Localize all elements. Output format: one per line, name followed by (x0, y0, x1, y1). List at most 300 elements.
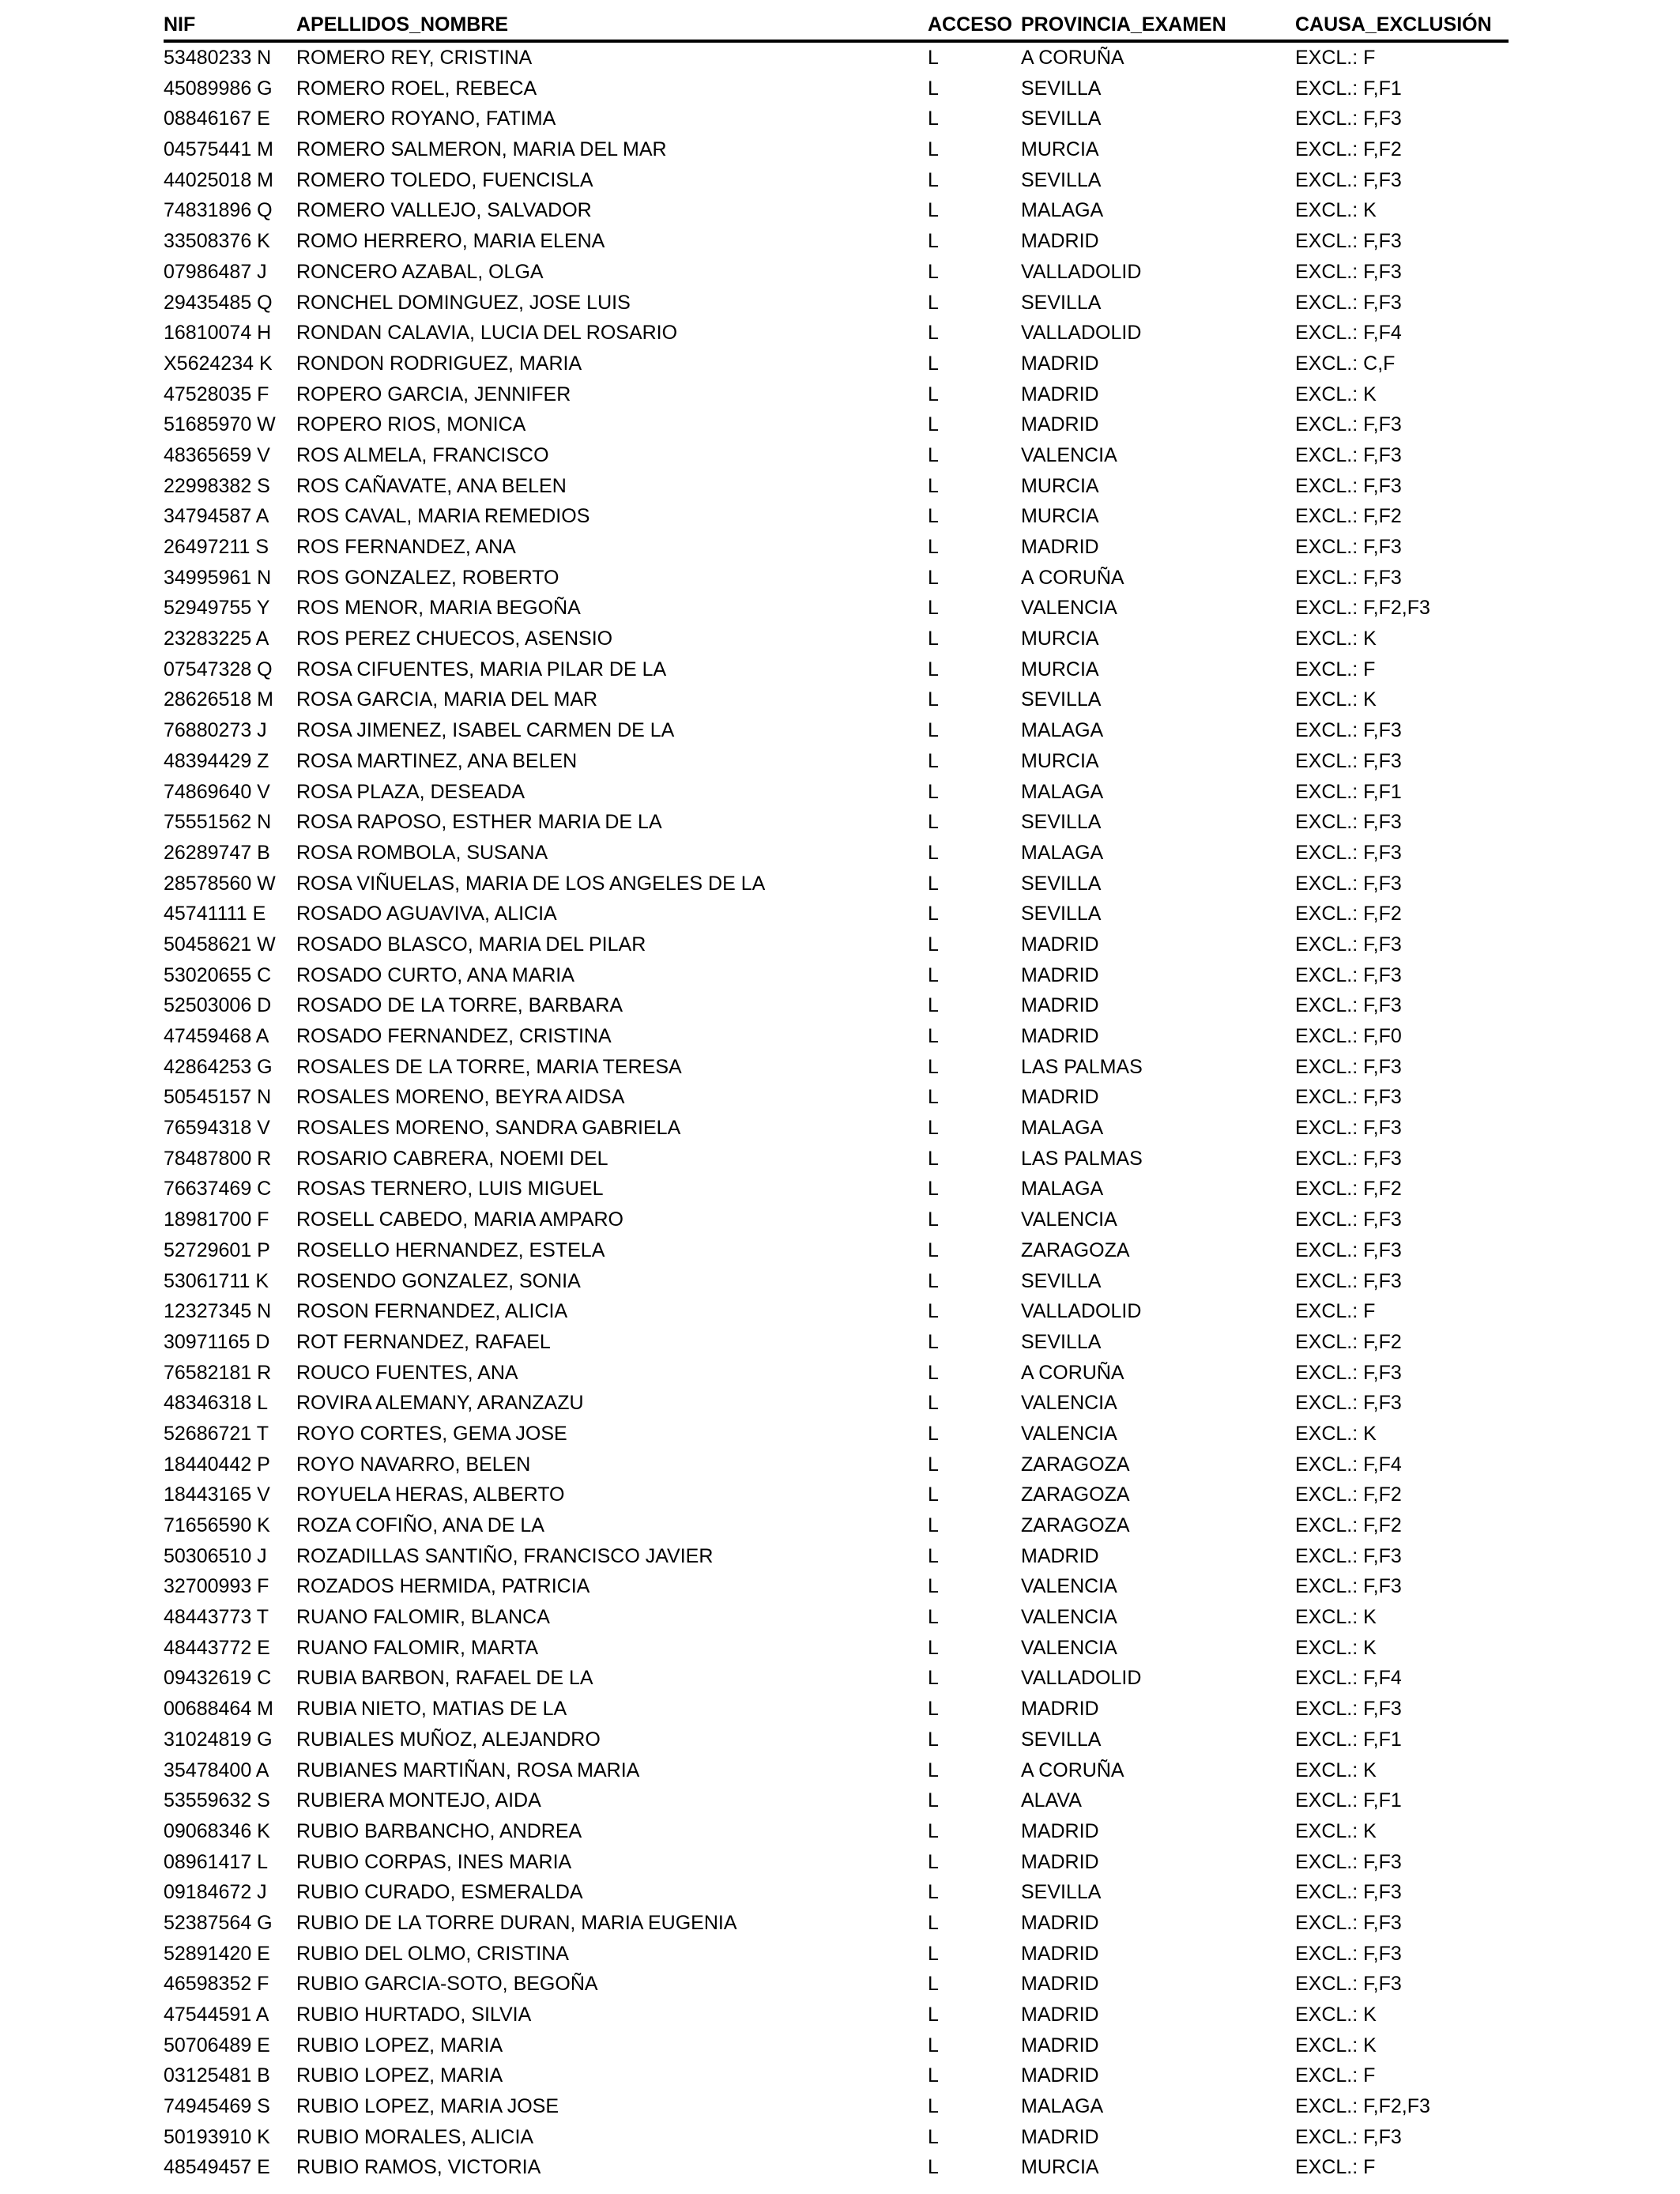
cell-causa-exclusion: EXCL.: F,F3 (1295, 933, 1402, 956)
cell-apellidos-nombre: ROSARIO CABRERA, NOEMI DEL (296, 1147, 608, 1170)
cell-causa-exclusion: EXCL.: F,F3 (1295, 841, 1402, 864)
cell-nif: 48394429 Z (164, 749, 269, 772)
cell-acceso: L (928, 963, 939, 986)
cell-provincia-examen: MALAGA (1021, 780, 1104, 803)
table-row (164, 838, 1509, 869)
cell-provincia-examen: MADRID (1021, 963, 1099, 986)
cell-apellidos-nombre: RUBIANES MARTIÑAN, ROSA MARIA (296, 1759, 640, 1781)
cell-acceso: L (928, 933, 939, 956)
cell-causa-exclusion: EXCL.: F,F3 (1295, 1208, 1402, 1231)
cell-provincia-examen: ZARAGOZA (1021, 1453, 1130, 1476)
cell-provincia-examen: MALAGA (1021, 841, 1104, 864)
cell-provincia-examen: SEVILLA (1021, 1269, 1102, 1292)
table-row (164, 195, 1509, 226)
cell-nif: 50306510 J (164, 1544, 267, 1567)
table-row (164, 1602, 1509, 1633)
cell-causa-exclusion: EXCL.: K (1295, 1819, 1377, 1842)
cell-acceso: L (928, 1667, 939, 1690)
cell-apellidos-nombre: ROS GONZALEZ, ROBERTO (296, 566, 559, 589)
cell-acceso: L (928, 1178, 939, 1201)
cell-nif: 23283225 A (164, 628, 269, 650)
cell-nif: 09184672 J (164, 1881, 267, 1904)
cell-apellidos-nombre: ROSELLO HERNANDEZ, ESTELA (296, 1238, 605, 1261)
table-row (164, 899, 1509, 929)
cell-nif: 51685970 W (164, 413, 276, 436)
cell-apellidos-nombre: ROSADO FERNANDEZ, CRISTINA (296, 1025, 612, 1047)
cell-apellidos-nombre: ROSA JIMENEZ, ISABEL CARMEN DE LA (296, 719, 675, 742)
cell-apellidos-nombre: RUBIO RAMOS, VICTORIA (296, 2156, 541, 2179)
cell-acceso: L (928, 77, 939, 100)
cell-nif: 30971165 D (164, 1330, 270, 1353)
cell-causa-exclusion: EXCL.: F,F3 (1295, 1238, 1402, 1261)
cell-acceso: L (928, 199, 939, 222)
cell-acceso: L (928, 2156, 939, 2179)
cell-causa-exclusion: EXCL.: F,F2 (1295, 1514, 1402, 1536)
cell-provincia-examen: VALENCIA (1021, 1606, 1117, 1629)
cell-apellidos-nombre: ROSADO CURTO, ANA MARIA (296, 963, 574, 986)
header-causa-exclusion: CAUSA_EXCLUSIÓN (1295, 13, 1492, 36)
cell-causa-exclusion: EXCL.: F,F3 (1295, 1392, 1402, 1415)
cell-apellidos-nombre: ROMERO SALMERON, MARIA DEL MAR (296, 138, 667, 161)
table-row (164, 288, 1509, 319)
cell-causa-exclusion: EXCL.: K (1295, 1759, 1377, 1781)
cell-apellidos-nombre: RUBIA BARBON, RAFAEL DE LA (296, 1667, 593, 1690)
cell-apellidos-nombre: ROSA CIFUENTES, MARIA PILAR DE LA (296, 658, 667, 680)
cell-causa-exclusion: EXCL.: F,F2 (1295, 1330, 1402, 1353)
cell-nif: 52729601 P (164, 1238, 270, 1261)
cell-acceso: L (928, 1636, 939, 1659)
cell-provincia-examen: VALENCIA (1021, 1208, 1117, 1231)
cell-acceso: L (928, 719, 939, 742)
cell-provincia-examen: VALLADOLID (1021, 322, 1142, 345)
cell-causa-exclusion: EXCL.: F,F3 (1295, 719, 1402, 742)
cell-apellidos-nombre: ROSA RAPOSO, ESTHER MARIA DE LA (296, 811, 662, 834)
table-row (164, 563, 1509, 594)
cell-apellidos-nombre: RONDON RODRIGUEZ, MARIA (296, 352, 582, 375)
cell-acceso: L (928, 1453, 939, 1476)
cell-provincia-examen: VALENCIA (1021, 443, 1117, 466)
cell-nif: 09068346 K (164, 1819, 270, 1842)
cell-acceso: L (928, 1514, 939, 1536)
cell-apellidos-nombre: ROSA GARCIA, MARIA DEL MAR (296, 688, 598, 711)
cell-acceso: L (928, 688, 939, 711)
cell-provincia-examen: SEVILLA (1021, 168, 1102, 191)
cell-nif: 47459468 A (164, 1025, 269, 1047)
cell-acceso: L (928, 107, 939, 130)
cell-nif: 78487800 R (164, 1147, 272, 1170)
cell-causa-exclusion: EXCL.: F,F1 (1295, 1728, 1402, 1751)
cell-nif: 34794587 A (164, 505, 269, 528)
cell-nif: 08846167 E (164, 107, 270, 130)
header-acceso: ACCESO (928, 13, 1012, 36)
cell-causa-exclusion: EXCL.: F,F3 (1295, 2125, 1402, 2148)
header-apellidos-nombre: APELLIDOS_NOMBRE (296, 13, 509, 36)
cell-apellidos-nombre: RUBIALES MUÑOZ, ALEJANDRO (296, 1728, 601, 1751)
cell-causa-exclusion: EXCL.: F,F3 (1295, 230, 1402, 253)
table-row (164, 1144, 1509, 1174)
table-row (164, 1755, 1509, 1786)
table-row (164, 2091, 1509, 2122)
cell-causa-exclusion: EXCL.: F (1295, 2064, 1376, 2087)
table-row (164, 1204, 1509, 1235)
table-row (164, 257, 1509, 288)
cell-apellidos-nombre: ROYUELA HERAS, ALBERTO (296, 1483, 565, 1506)
cell-provincia-examen: VALENCIA (1021, 1422, 1117, 1445)
cell-nif: 08961417 L (164, 1850, 269, 1873)
cell-acceso: L (928, 505, 939, 528)
cell-apellidos-nombre: RUBIA NIETO, MATIAS DE LA (296, 1698, 567, 1721)
cell-nif: 52387564 G (164, 1911, 273, 1934)
table-row (164, 1663, 1509, 1694)
cell-acceso: L (928, 1422, 939, 1445)
table-body (164, 43, 1509, 2183)
cell-causa-exclusion: EXCL.: F,F2,F3 (1295, 597, 1430, 620)
table-row (164, 1174, 1509, 1204)
cell-apellidos-nombre: ROSON FERNANDEZ, ALICIA (296, 1300, 568, 1323)
cell-nif: 45089986 G (164, 77, 273, 100)
table-row (164, 409, 1509, 440)
cell-provincia-examen: MURCIA (1021, 474, 1099, 497)
cell-acceso: L (928, 230, 939, 253)
cell-apellidos-nombre: ROSA VIÑUELAS, MARIA DE LOS ANGELES DE LA (296, 872, 766, 895)
cell-acceso: L (928, 1086, 939, 1109)
cell-acceso: L (928, 1850, 939, 1873)
table-row (164, 1725, 1509, 1755)
cell-causa-exclusion: EXCL.: K (1295, 383, 1377, 405)
cell-apellidos-nombre: ROMERO ROYANO, FATIMA (296, 107, 556, 130)
cell-apellidos-nombre: ROZADILLAS SANTIÑO, FRANCISCO JAVIER (296, 1544, 714, 1567)
cell-causa-exclusion: EXCL.: F (1295, 47, 1376, 69)
cell-acceso: L (928, 1392, 939, 1415)
cell-acceso: L (928, 780, 939, 803)
table-row (164, 654, 1509, 685)
cell-causa-exclusion: EXCL.: F,F3 (1295, 994, 1402, 1017)
table-row (164, 1785, 1509, 1816)
cell-apellidos-nombre: ROMERO REY, CRISTINA (296, 47, 533, 69)
cell-acceso: L (928, 566, 939, 589)
cell-nif: 52891420 E (164, 1942, 270, 1965)
cell-causa-exclusion: EXCL.: F,F3 (1295, 474, 1402, 497)
cell-acceso: L (928, 168, 939, 191)
cell-provincia-examen: MALAGA (1021, 1178, 1104, 1201)
cell-acceso: L (928, 260, 939, 283)
cell-acceso: L (928, 1025, 939, 1047)
cell-apellidos-nombre: RUBIO MORALES, ALICIA (296, 2125, 534, 2148)
cell-nif: 53020655 C (164, 963, 272, 986)
table-row (164, 807, 1509, 838)
cell-nif: 50545157 N (164, 1086, 272, 1109)
cell-apellidos-nombre: RUBIO LOPEZ, MARIA (296, 2064, 503, 2087)
cell-nif: 28626518 M (164, 688, 274, 711)
cell-apellidos-nombre: ROS CAÑAVATE, ANA BELEN (296, 474, 567, 497)
cell-acceso: L (928, 872, 939, 895)
cell-causa-exclusion: EXCL.: F,F4 (1295, 1453, 1402, 1476)
table-row (164, 2030, 1509, 2061)
cell-apellidos-nombre: ROUCO FUENTES, ANA (296, 1361, 518, 1384)
cell-apellidos-nombre: ROT FERNANDEZ, RAFAEL (296, 1330, 551, 1353)
cell-provincia-examen: MALAGA (1021, 719, 1104, 742)
cell-acceso: L (928, 1269, 939, 1292)
cell-acceso: L (928, 1544, 939, 1567)
table-row (164, 1082, 1509, 1113)
cell-apellidos-nombre: ROMO HERRERO, MARIA ELENA (296, 230, 605, 253)
cell-causa-exclusion: EXCL.: F,F2 (1295, 903, 1402, 925)
table-row (164, 2152, 1509, 2183)
cell-causa-exclusion: EXCL.: F,F3 (1295, 872, 1402, 895)
cell-acceso: L (928, 536, 939, 558)
cell-apellidos-nombre: RONCHEL DOMINGUEZ, JOSE LUIS (296, 291, 631, 314)
cell-causa-exclusion: EXCL.: F,F2,F3 (1295, 2095, 1430, 2118)
cell-acceso: L (928, 1208, 939, 1231)
table-row (164, 1113, 1509, 1144)
cell-acceso: L (928, 1698, 939, 1721)
table-row (164, 1021, 1509, 1052)
header-provincia-examen: PROVINCIA_EXAMEN (1021, 13, 1226, 36)
table-row (164, 1847, 1509, 1878)
cell-acceso: L (928, 628, 939, 650)
table-row (164, 1052, 1509, 1083)
cell-causa-exclusion: EXCL.: F,F3 (1295, 291, 1402, 314)
cell-provincia-examen: ALAVA (1021, 1789, 1082, 1812)
cell-acceso: L (928, 1300, 939, 1323)
cell-provincia-examen: MADRID (1021, 2064, 1099, 2087)
table-row (164, 1266, 1509, 1297)
cell-causa-exclusion: EXCL.: F,F3 (1295, 1698, 1402, 1721)
cell-nif: 18981700 F (164, 1208, 269, 1231)
cell-nif: 07986487 J (164, 260, 267, 283)
cell-causa-exclusion: EXCL.: F (1295, 2156, 1376, 2179)
cell-provincia-examen: MALAGA (1021, 1117, 1104, 1140)
cell-apellidos-nombre: ROS PEREZ CHUECOS, ASENSIO (296, 628, 613, 650)
cell-provincia-examen: VALENCIA (1021, 597, 1117, 620)
cell-causa-exclusion: EXCL.: K (1295, 688, 1377, 711)
cell-apellidos-nombre: ROS FERNANDEZ, ANA (296, 536, 516, 558)
cell-provincia-examen: MURCIA (1021, 505, 1099, 528)
cell-nif: 48443772 E (164, 1636, 270, 1659)
cell-causa-exclusion: EXCL.: F (1295, 658, 1376, 680)
cell-nif: 26289747 B (164, 841, 270, 864)
table-row (164, 1969, 1509, 2000)
cell-causa-exclusion: EXCL.: F,F3 (1295, 749, 1402, 772)
cell-acceso: L (928, 1575, 939, 1598)
cell-acceso: L (928, 413, 939, 436)
table-row (164, 318, 1509, 349)
table-row (164, 1235, 1509, 1266)
table-header (164, 8, 1509, 41)
cell-apellidos-nombre: ROSALES DE LA TORRE, MARIA TERESA (296, 1055, 682, 1078)
cell-nif: 75551562 N (164, 811, 272, 834)
cell-provincia-examen: MADRID (1021, 1942, 1099, 1965)
cell-causa-exclusion: EXCL.: F,F1 (1295, 77, 1402, 100)
cell-provincia-examen: SEVILLA (1021, 1728, 1102, 1751)
cell-nif: 53061711 K (164, 1269, 269, 1292)
cell-provincia-examen: MADRID (1021, 2125, 1099, 2148)
cell-causa-exclusion: EXCL.: K (1295, 2034, 1377, 2056)
cell-provincia-examen: MURCIA (1021, 628, 1099, 650)
cell-provincia-examen: MURCIA (1021, 749, 1099, 772)
cell-causa-exclusion: EXCL.: F,F3 (1295, 1544, 1402, 1567)
cell-nif: 34995961 N (164, 566, 272, 589)
cell-nif: 46598352 F (164, 1973, 269, 1996)
cell-provincia-examen: SEVILLA (1021, 1330, 1102, 1353)
cell-provincia-examen: MADRID (1021, 1850, 1099, 1873)
cell-apellidos-nombre: ROYO CORTES, GEMA JOSE (296, 1422, 567, 1445)
cell-provincia-examen: VALLADOLID (1021, 1300, 1142, 1323)
table-row (164, 1449, 1509, 1480)
cell-provincia-examen: MADRID (1021, 1911, 1099, 1934)
cell-provincia-examen: SEVILLA (1021, 688, 1102, 711)
cell-nif: 71656590 K (164, 1514, 270, 1536)
cell-acceso: L (928, 1728, 939, 1751)
cell-causa-exclusion: EXCL.: F,F2 (1295, 138, 1402, 161)
cell-nif: 29435485 Q (164, 291, 273, 314)
cell-acceso: L (928, 1911, 939, 1934)
table-row (164, 593, 1509, 624)
table-row (164, 1419, 1509, 1449)
cell-provincia-examen: MADRID (1021, 2004, 1099, 2026)
cell-provincia-examen: SEVILLA (1021, 872, 1102, 895)
cell-provincia-examen: MURCIA (1021, 658, 1099, 680)
cell-nif: 48443773 T (164, 1606, 269, 1629)
cell-nif: 48365659 V (164, 443, 270, 466)
cell-provincia-examen: SEVILLA (1021, 1881, 1102, 1904)
cell-provincia-examen: MADRID (1021, 1086, 1099, 1109)
table-row (164, 1694, 1509, 1725)
cell-apellidos-nombre: ROMERO TOLEDO, FUENCISLA (296, 168, 593, 191)
table-row (164, 43, 1509, 74)
cell-acceso: L (928, 994, 939, 1017)
cell-causa-exclusion: EXCL.: F,F2 (1295, 505, 1402, 528)
cell-apellidos-nombre: RUBIO BARBANCHO, ANDREA (296, 1819, 582, 1842)
table-row (164, 624, 1509, 654)
cell-nif: 53480233 N (164, 47, 272, 69)
cell-apellidos-nombre: ROMERO ROEL, REBECA (296, 77, 537, 100)
cell-nif: 48346318 L (164, 1392, 269, 1415)
cell-acceso: L (928, 443, 939, 466)
cell-provincia-examen: MURCIA (1021, 138, 1099, 161)
cell-provincia-examen: LAS PALMAS (1021, 1055, 1143, 1078)
cell-causa-exclusion: EXCL.: F,F2 (1295, 1178, 1402, 1201)
cell-acceso: L (928, 811, 939, 834)
cell-provincia-examen: VALENCIA (1021, 1392, 1117, 1415)
cell-apellidos-nombre: ROS MENOR, MARIA BEGOÑA (296, 597, 581, 620)
table-row (164, 1541, 1509, 1572)
table-row (164, 165, 1509, 196)
cell-provincia-examen: MADRID (1021, 1698, 1099, 1721)
cell-nif: 09432619 C (164, 1667, 272, 1690)
cell-acceso: L (928, 1147, 939, 1170)
cell-acceso: L (928, 903, 939, 925)
cell-causa-exclusion: EXCL.: F,F3 (1295, 1361, 1402, 1384)
cell-provincia-examen: MADRID (1021, 994, 1099, 1017)
cell-acceso: L (928, 2125, 939, 2148)
cell-nif: 33508376 K (164, 230, 270, 253)
cell-provincia-examen: MALAGA (1021, 199, 1104, 222)
cell-acceso: L (928, 1759, 939, 1781)
cell-nif: 47544591 A (164, 2004, 269, 2026)
table-row (164, 501, 1509, 532)
cell-apellidos-nombre: RUBIO DEL OLMO, CRISTINA (296, 1942, 569, 1965)
cell-causa-exclusion: EXCL.: F,F3 (1295, 1055, 1402, 1078)
cell-nif: 52949755 Y (164, 597, 270, 620)
cell-provincia-examen: SEVILLA (1021, 811, 1102, 834)
cell-acceso: L (928, 1942, 939, 1965)
table-row (164, 349, 1509, 379)
cell-acceso: L (928, 597, 939, 620)
table-row (164, 929, 1509, 960)
cell-acceso: L (928, 474, 939, 497)
cell-causa-exclusion: EXCL.: F,F3 (1295, 536, 1402, 558)
cell-nif: 76582181 R (164, 1361, 272, 1384)
cell-acceso: L (928, 1819, 939, 1842)
cell-acceso: L (928, 383, 939, 405)
cell-provincia-examen: A CORUÑA (1021, 566, 1124, 589)
cell-acceso: L (928, 658, 939, 680)
table-row (164, 746, 1509, 777)
cell-acceso: L (928, 1973, 939, 1996)
cell-apellidos-nombre: RUBIO HURTADO, SILVIA (296, 2004, 532, 2026)
cell-causa-exclusion: EXCL.: F,F3 (1295, 1881, 1402, 1904)
cell-apellidos-nombre: RUBIERA MONTEJO, AIDA (296, 1789, 541, 1812)
cell-causa-exclusion: EXCL.: F,F1 (1295, 780, 1402, 803)
cell-acceso: L (928, 1361, 939, 1384)
cell-causa-exclusion: EXCL.: F,F3 (1295, 260, 1402, 283)
header-nif: NIF (164, 13, 196, 36)
table-row (164, 1816, 1509, 1847)
cell-nif: 07547328 Q (164, 658, 273, 680)
cell-acceso: L (928, 47, 939, 69)
cell-causa-exclusion: EXCL.: K (1295, 2004, 1377, 2026)
table-row (164, 1388, 1509, 1419)
cell-provincia-examen: ZARAGOZA (1021, 1238, 1130, 1261)
table-row (164, 134, 1509, 165)
table-row (164, 1480, 1509, 1510)
cell-apellidos-nombre: ROMERO VALLEJO, SALVADOR (296, 199, 592, 222)
cell-causa-exclusion: EXCL.: F (1295, 1300, 1376, 1323)
cell-provincia-examen: ZARAGOZA (1021, 1483, 1130, 1506)
cell-provincia-examen: SEVILLA (1021, 107, 1102, 130)
cell-causa-exclusion: EXCL.: K (1295, 1606, 1377, 1629)
cell-apellidos-nombre: ROSALES MORENO, SANDRA GABRIELA (296, 1117, 681, 1140)
table-row (164, 1327, 1509, 1358)
cell-nif: 12327345 N (164, 1300, 272, 1323)
cell-causa-exclusion: EXCL.: F,F2 (1295, 1483, 1402, 1506)
cell-causa-exclusion: EXCL.: F,F1 (1295, 1789, 1402, 1812)
cell-causa-exclusion: EXCL.: F,F3 (1295, 168, 1402, 191)
cell-acceso: L (928, 1606, 939, 1629)
cell-acceso: L (928, 291, 939, 314)
cell-apellidos-nombre: ROSAS TERNERO, LUIS MIGUEL (296, 1178, 604, 1201)
cell-provincia-examen: MADRID (1021, 1544, 1099, 1567)
cell-nif: 04575441 M (164, 138, 274, 161)
cell-apellidos-nombre: ROSA PLAZA, DESEADA (296, 780, 525, 803)
cell-acceso: L (928, 1117, 939, 1140)
table-row (164, 869, 1509, 899)
cell-causa-exclusion: EXCL.: F,F3 (1295, 566, 1402, 589)
cell-causa-exclusion: EXCL.: F,F3 (1295, 1973, 1402, 1996)
cell-nif: 52686721 T (164, 1422, 269, 1445)
cell-acceso: L (928, 1330, 939, 1353)
cell-provincia-examen: SEVILLA (1021, 903, 1102, 925)
cell-apellidos-nombre: RUBIO LOPEZ, MARIA (296, 2034, 503, 2056)
cell-apellidos-nombre: ROSADO BLASCO, MARIA DEL PILAR (296, 933, 646, 956)
table-row (164, 1939, 1509, 1970)
cell-nif: 18440442 P (164, 1453, 270, 1476)
cell-provincia-examen: LAS PALMAS (1021, 1147, 1143, 1170)
cell-nif: 53559632 S (164, 1789, 270, 1812)
cell-provincia-examen: A CORUÑA (1021, 47, 1124, 69)
table-row (164, 2122, 1509, 2153)
